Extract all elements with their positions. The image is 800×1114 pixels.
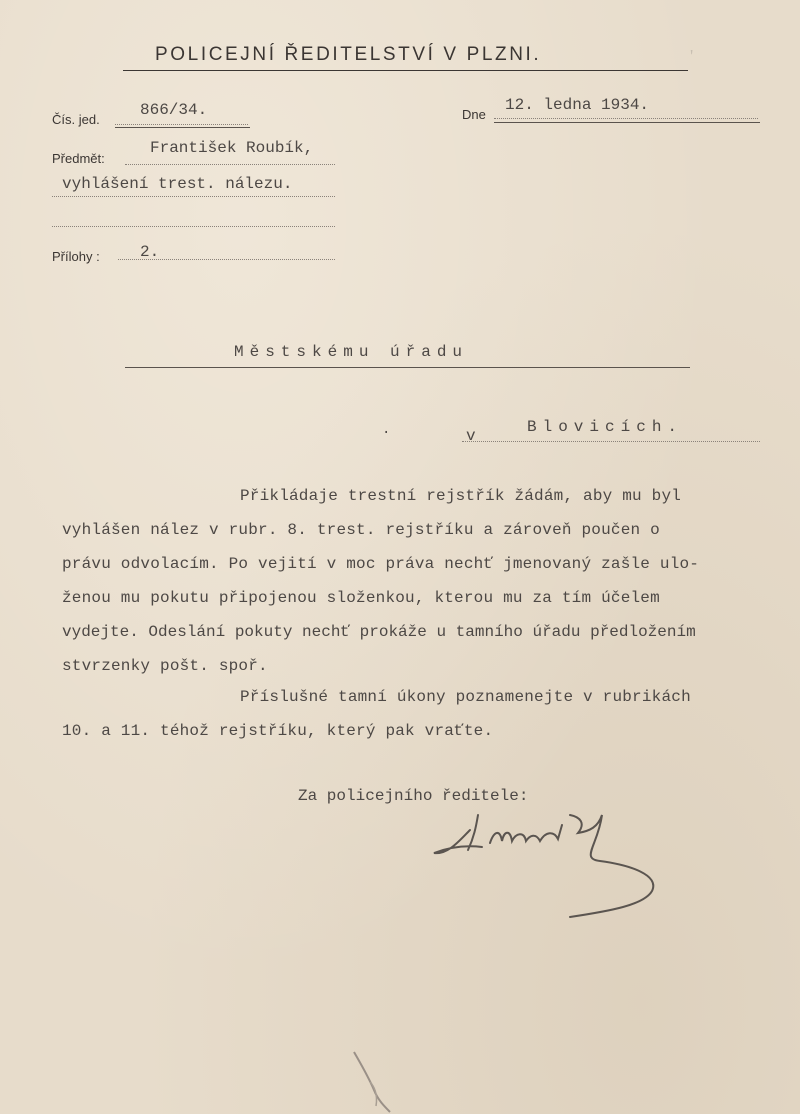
subject-dotted-line-2 — [52, 196, 335, 197]
body-line-7: Příslušné tamní úkony poznamenejte v rubrikách — [240, 688, 691, 706]
date-rule — [494, 122, 760, 123]
attachments-label: Přílohy : — [52, 249, 100, 264]
attachments-value: 2. — [140, 243, 160, 261]
date-label: Dne — [462, 107, 486, 122]
header-rule — [123, 70, 688, 71]
body-line-5: vydejte. Odeslání pokuty nechť prokáže u tamního úřadu předložením — [62, 623, 696, 641]
handwritten-signature — [430, 795, 670, 925]
subject-line-2: vyhlášení trest. nálezu. — [62, 175, 293, 193]
subject-dotted-line-1 — [125, 164, 335, 165]
body-line-4: ženou mu pokutu připojenou složenkou, kterou mu za tím účelem — [62, 589, 660, 607]
attachments-dotted-line — [118, 259, 335, 260]
addressee-rule — [125, 367, 690, 368]
date-dotted-line — [494, 118, 758, 119]
body-line-2: vyhlášen nález v rubr. 8. trest. rejstříku a zároveň poučen o — [62, 521, 660, 539]
faded-corner-mark: ' — [690, 46, 694, 66]
reference-number-rule — [115, 127, 250, 128]
addressee-town: Blovicích. — [527, 418, 684, 436]
subject-label: Předmět: — [52, 151, 105, 166]
body-line-3: právu odvolacím. Po vejití v moc práva nechť jmenovaný zašle ulo- — [62, 555, 700, 573]
addressee-office: Městskému úřadu — [234, 343, 469, 361]
sign-off: Za policejního ředitele: — [298, 787, 529, 805]
body-line-1: Přikládaje trestní rejstřík žádám, aby mu byl — [240, 487, 682, 505]
reference-number-label: Čís. jed. — [52, 112, 100, 127]
body-line-6: stvrzenky pošt. spoř. — [62, 657, 268, 675]
town-dotted-line — [462, 441, 760, 442]
faded-fold-mark — [348, 1046, 398, 1114]
town-prefix: v — [466, 427, 476, 445]
reference-number-value: 866/34. — [140, 101, 208, 119]
office-title: POLICEJNÍ ŘEDITELSTVÍ V PLZNI. — [155, 44, 542, 65]
subject-dotted-line-3 — [52, 226, 335, 227]
dot-mark: · — [382, 425, 391, 441]
body-line-8: 10. a 11. téhož rejstříku, který pak vraťte. — [62, 722, 494, 740]
date-value: 12. ledna 1934. — [505, 96, 650, 114]
subject-line-1: František Roubík, — [150, 139, 314, 157]
reference-number-dotted-line — [115, 124, 248, 125]
